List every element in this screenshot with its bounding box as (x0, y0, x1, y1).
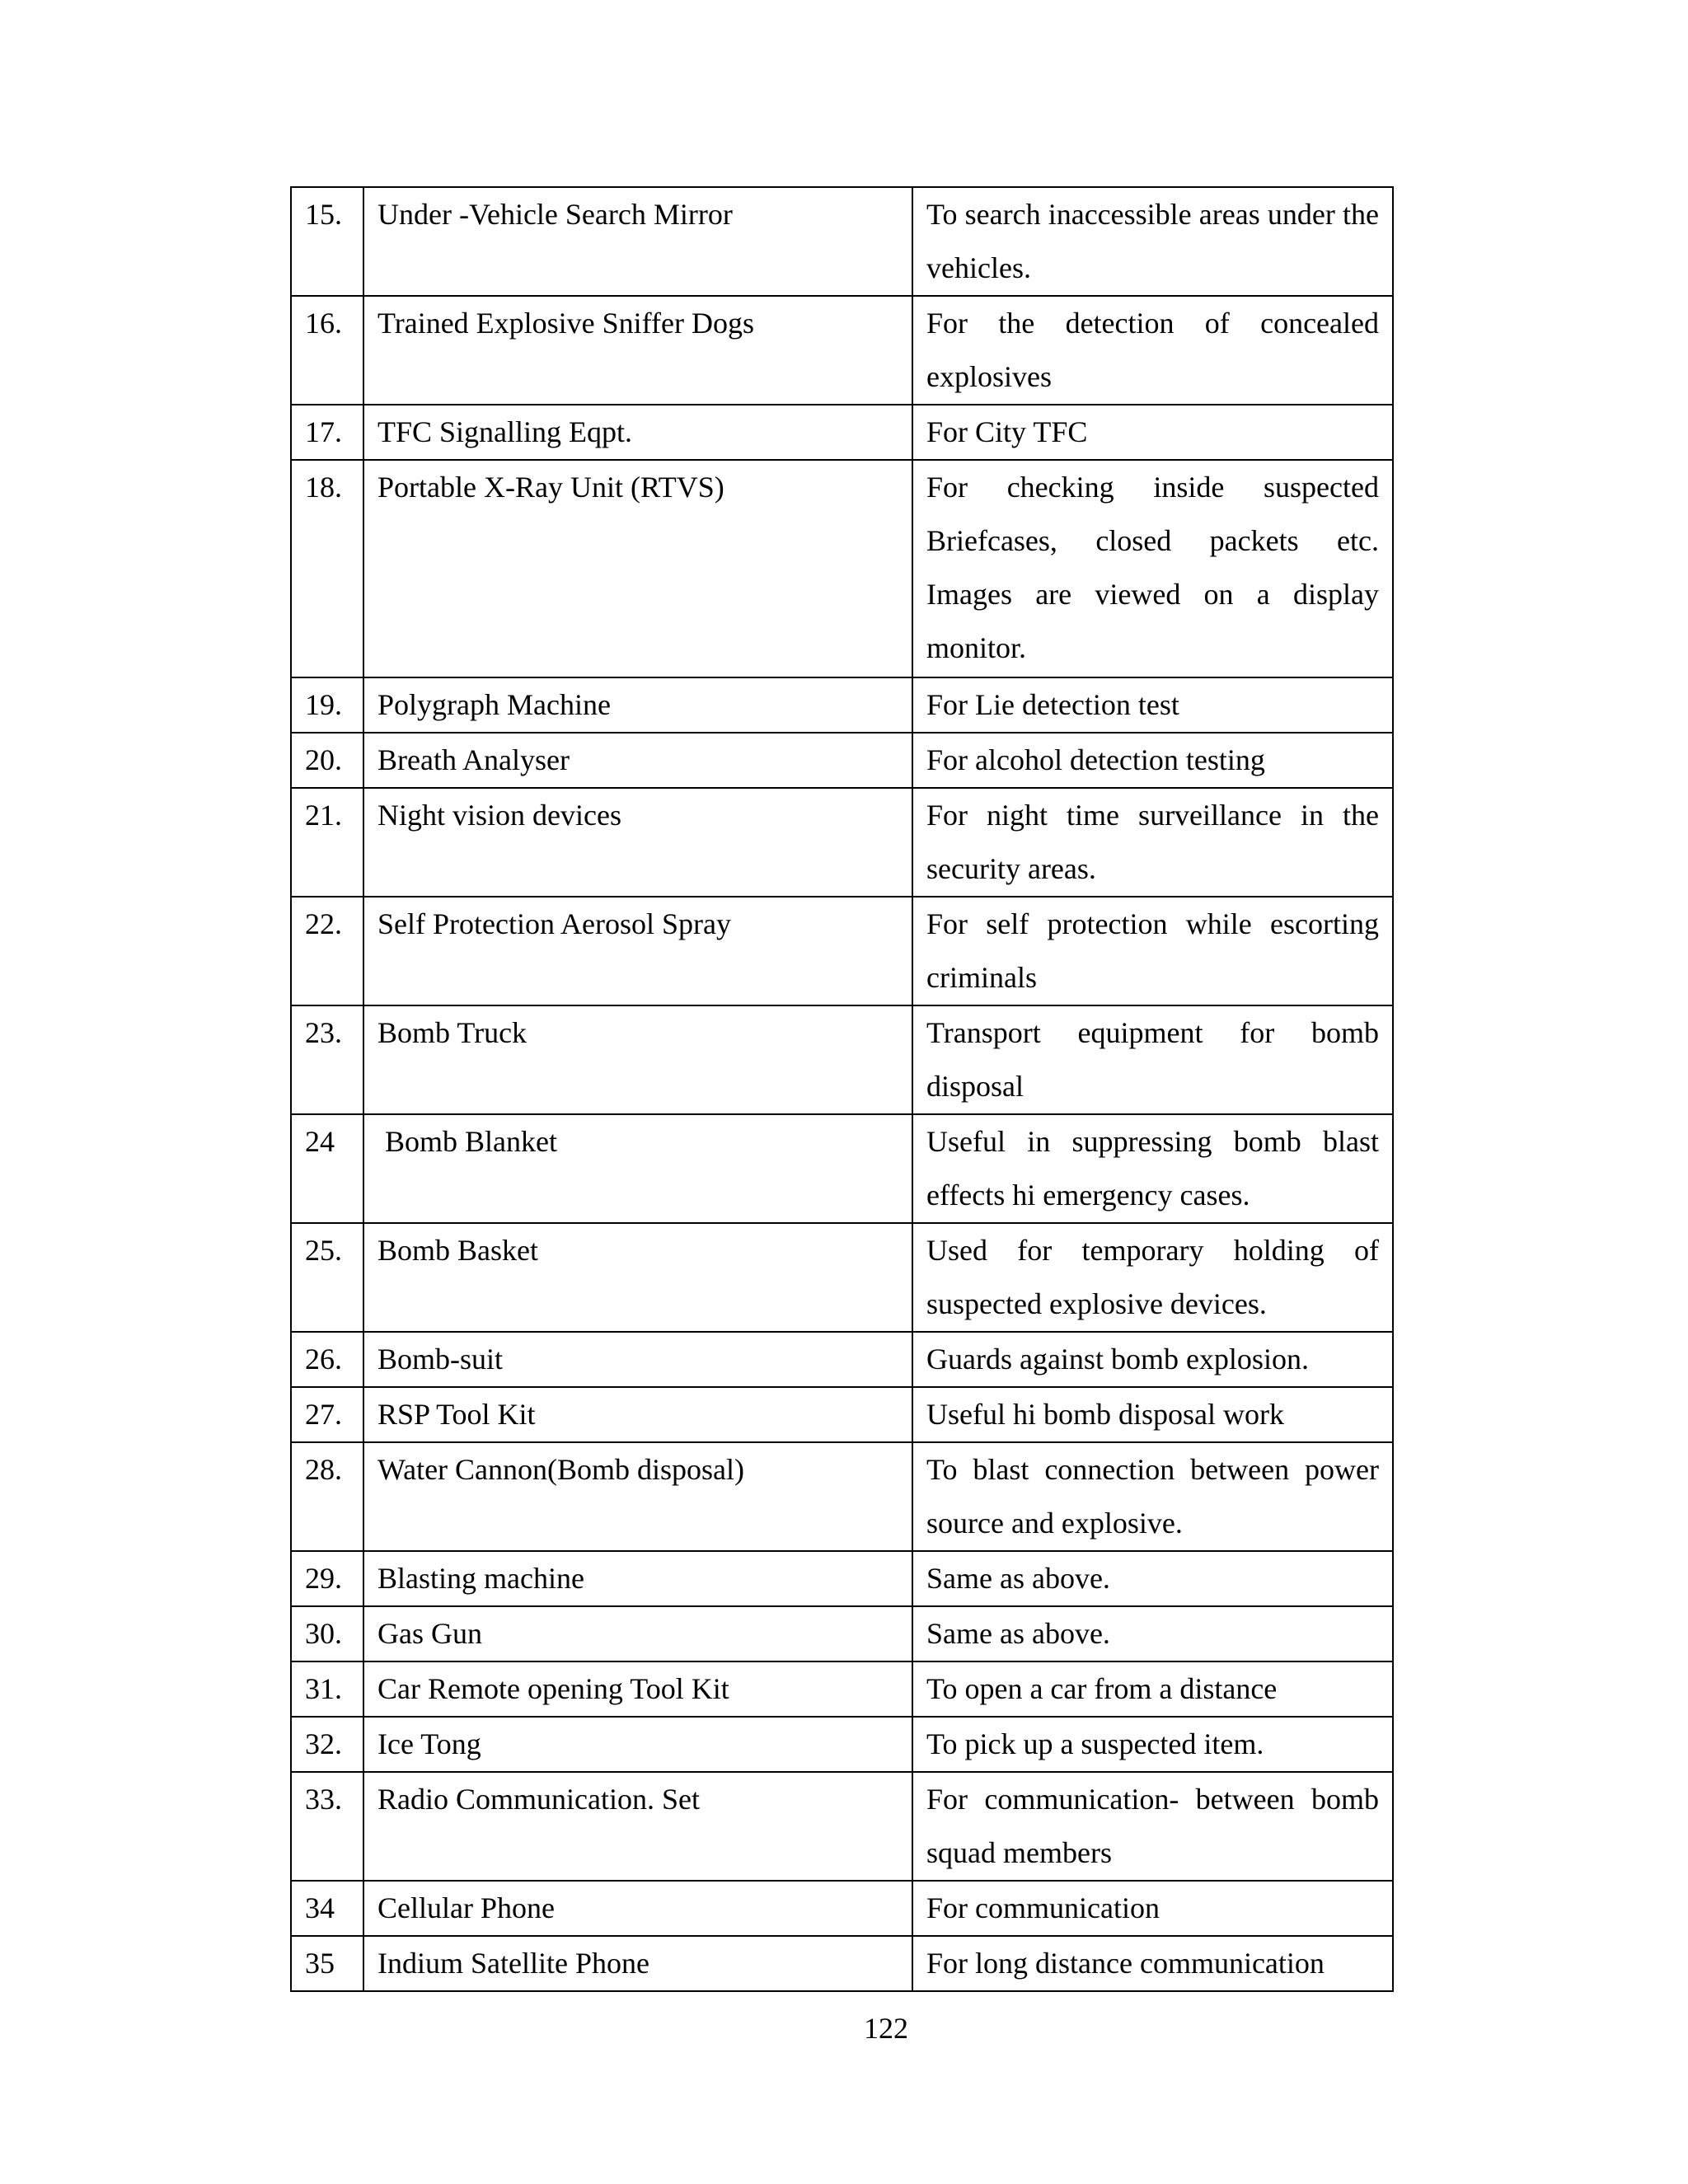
equipment-name-cell: TFC Signalling Eqpt. (363, 405, 912, 460)
purpose-cell: For alcohol detection testing (912, 733, 1393, 788)
row-number-cell: 18. (291, 460, 363, 677)
purpose-cell: Same as above. (912, 1551, 1393, 1606)
purpose-cell: For City TFC (912, 405, 1393, 460)
row-number-cell: 15. (291, 187, 363, 296)
purpose-cell: Used for temporary holding of suspected explosive devices. (912, 1223, 1393, 1332)
row-number-cell: 33. (291, 1772, 363, 1881)
table-row (291, 788, 1393, 897)
equipment-name-cell: Bomb Truck (363, 1005, 912, 1114)
equipment-name-cell: Car Remote opening Tool Kit (363, 1661, 912, 1717)
table-row (291, 1387, 1393, 1442)
table-row (291, 1661, 1393, 1717)
purpose-cell: Same as above. (912, 1606, 1393, 1661)
row-number-cell: 35 (291, 1936, 363, 1991)
row-number-cell: 24 (291, 1114, 363, 1223)
row-number-cell: 21. (291, 788, 363, 897)
table-row (291, 1881, 1393, 1936)
table-row (291, 1717, 1393, 1772)
row-number-cell: 17. (291, 405, 363, 460)
row-number-cell: 16. (291, 296, 363, 405)
row-number-cell: 28. (291, 1442, 363, 1551)
row-number-cell: 25. (291, 1223, 363, 1332)
equipment-name-cell: Bomb Basket (363, 1223, 912, 1332)
purpose-cell: For Lie detection test (912, 677, 1393, 733)
purpose-cell: To open a car from a distance (912, 1661, 1393, 1717)
row-number-cell: 31. (291, 1661, 363, 1717)
purpose-cell: For communication- between bomb squad members (912, 1772, 1393, 1881)
table-row (291, 733, 1393, 788)
equipment-name-cell: Portable X-Ray Unit (RTVS) (363, 460, 912, 677)
row-number-cell: 29. (291, 1551, 363, 1606)
table-row (291, 1114, 1393, 1223)
table-row (291, 1936, 1393, 1991)
page-number: 122 (864, 2012, 908, 2045)
equipment-table (290, 186, 1394, 1992)
equipment-table-body (291, 187, 1393, 1991)
table-row (291, 1772, 1393, 1881)
purpose-cell: For communication (912, 1881, 1393, 1936)
row-number-cell: 30. (291, 1606, 363, 1661)
table-row (291, 1223, 1393, 1332)
row-number-cell: 19. (291, 677, 363, 733)
purpose-cell: To search inaccessible areas under the vehicles. (912, 187, 1393, 296)
row-number-cell: 22. (291, 897, 363, 1005)
table-row (291, 296, 1393, 405)
purpose-cell: Transport equipment for bomb disposal (912, 1005, 1393, 1114)
equipment-name-cell: Water Cannon(Bomb disposal) (363, 1442, 912, 1551)
equipment-name-cell: Cellular Phone (363, 1881, 912, 1936)
table-row (291, 405, 1393, 460)
equipment-name-cell: Ice Tong (363, 1717, 912, 1772)
equipment-name-cell: Polygraph Machine (363, 677, 912, 733)
table-row (291, 677, 1393, 733)
purpose-cell: For night time surveillance in the security areas. (912, 788, 1393, 897)
table-row (291, 1551, 1393, 1606)
row-number-cell: 32. (291, 1717, 363, 1772)
equipment-name-cell: Breath Analyser (363, 733, 912, 788)
equipment-name-cell: Indium Satellite Phone (363, 1936, 912, 1991)
purpose-cell: To blast connection between power source and explosive. (912, 1442, 1393, 1551)
equipment-name-cell: Gas Gun (363, 1606, 912, 1661)
equipment-name-cell: Blasting machine (363, 1551, 912, 1606)
equipment-name-cell: Bomb Blanket (363, 1114, 912, 1223)
table-row (291, 1005, 1393, 1114)
table-row (291, 1332, 1393, 1387)
equipment-name-cell: Under -Vehicle Search Mirror (363, 187, 912, 296)
equipment-name-cell: RSP Tool Kit (363, 1387, 912, 1442)
row-number-cell: 23. (291, 1005, 363, 1114)
table-row (291, 1606, 1393, 1661)
row-number-cell: 34 (291, 1881, 363, 1936)
equipment-name-cell: Night vision devices (363, 788, 912, 897)
table-row (291, 460, 1393, 677)
purpose-cell: To pick up a suspected item. (912, 1717, 1393, 1772)
purpose-cell: For checking inside suspected Briefcases, closed packets etc. Images are viewed on a display monitor. (912, 460, 1393, 677)
table-row (291, 1442, 1393, 1551)
purpose-cell: For long distance communication (912, 1936, 1393, 1991)
table-row (291, 187, 1393, 296)
row-number-cell: 27. (291, 1387, 363, 1442)
purpose-cell: Useful hi bomb disposal work (912, 1387, 1393, 1442)
purpose-cell: For self protection while escorting criminals (912, 897, 1393, 1005)
purpose-cell: For the detection of concealed explosives (912, 296, 1393, 405)
row-number-cell: 20. (291, 733, 363, 788)
table-row (291, 897, 1393, 1005)
equipment-name-cell: Bomb-suit (363, 1332, 912, 1387)
purpose-cell: Useful in suppressing bomb blast effects hi emergency cases. (912, 1114, 1393, 1223)
row-number-cell: 26. (291, 1332, 363, 1387)
purpose-cell: Guards against bomb explosion. (912, 1332, 1393, 1387)
equipment-name-cell: Radio Communication. Set (363, 1772, 912, 1881)
equipment-name-cell: Trained Explosive Sniffer Dogs (363, 296, 912, 405)
equipment-name-cell: Self Protection Aerosol Spray (363, 897, 912, 1005)
